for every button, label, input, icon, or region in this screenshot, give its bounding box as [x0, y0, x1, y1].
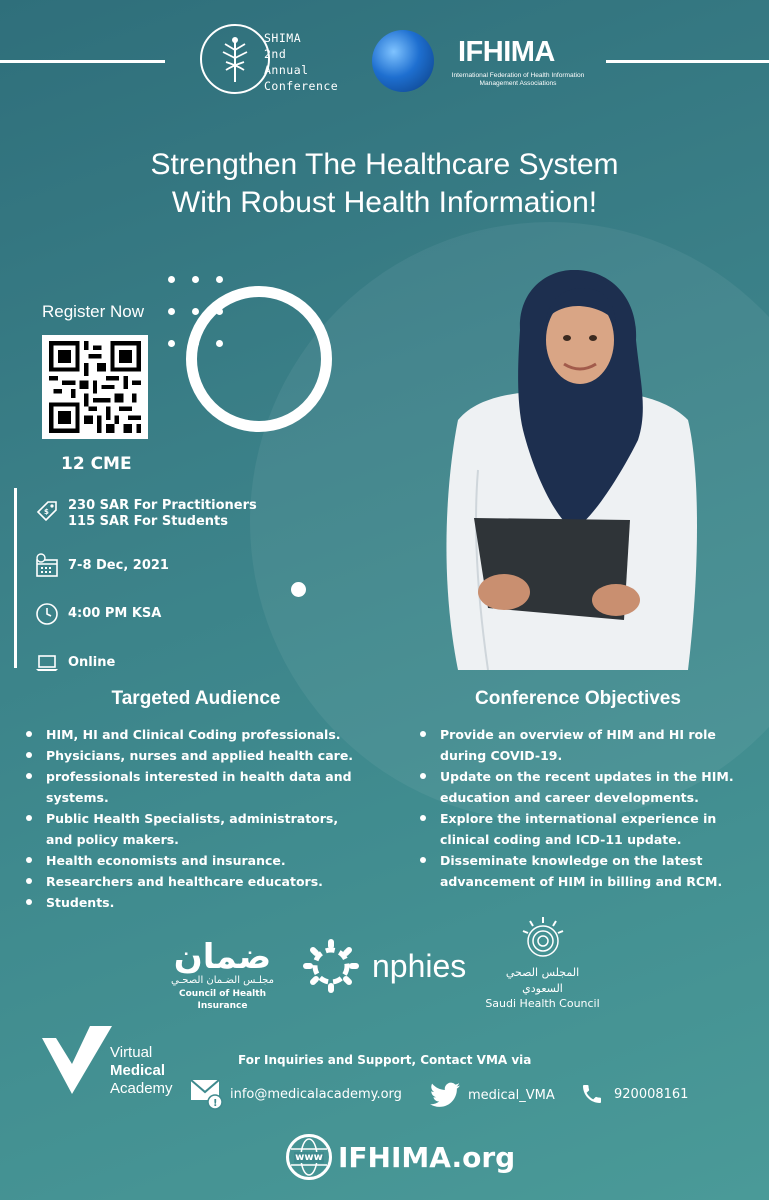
decorative-dot — [216, 340, 223, 347]
audience-item: professionals interested in health data and systems. — [26, 766, 366, 808]
registration-qr-code[interactable] — [42, 335, 148, 439]
phone-icon — [580, 1082, 604, 1106]
email-address[interactable]: info@medicalacademy.org — [230, 1086, 402, 1102]
decorative-dot — [168, 308, 175, 315]
mode-row — [34, 650, 115, 676]
headline-line-1: Strengthen The Healthcare System — [150, 148, 619, 181]
contact-twitter[interactable] — [430, 1082, 555, 1108]
headline-line-2: With Robust Health Information! — [171, 186, 598, 219]
time-row — [34, 601, 161, 627]
twitter-handle[interactable]: medical_VMA — [468, 1087, 555, 1103]
contact-email[interactable] — [190, 1078, 402, 1110]
audience-item: HIM, HI and Clinical Coding professionals. — [26, 724, 366, 745]
vma-line-1: Virtual — [110, 1044, 153, 1061]
objective-item: Explore the international experience in clinical coding and ICD-11 update. — [420, 808, 750, 850]
laptop-icon — [34, 650, 60, 676]
audience-title: Targeted Audience — [111, 688, 281, 709]
ifhima-logo — [372, 28, 592, 98]
decorative-dot — [192, 308, 199, 315]
decorative-ring — [186, 286, 332, 432]
www-label: www — [295, 1151, 323, 1163]
email-icon — [190, 1078, 224, 1110]
decorative-dot — [168, 276, 175, 283]
objective-item: Update on the recent updates in the HIM. education and career developments. — [420, 766, 750, 808]
event-date: 7-8 Dec, 2021 — [68, 558, 169, 573]
event-mode: Online — [68, 655, 116, 670]
vma-logo — [42, 1024, 177, 1104]
shc-arabic: المجلس الصحي السعودي — [505, 966, 580, 995]
cme-credits: 12 CME — [61, 454, 132, 474]
calendar-icon — [34, 553, 60, 579]
shc-english: Saudi Health Council — [485, 997, 600, 1010]
decorative-dot — [168, 340, 175, 347]
vma-line-2: Medical — [110, 1062, 166, 1079]
audience-item: Health economists and insurance. — [26, 850, 366, 871]
decorative-dot — [216, 276, 223, 283]
header-line-left — [0, 60, 165, 63]
fee-students: 115 SAR For Students — [68, 514, 229, 529]
fee-row — [34, 498, 257, 530]
doctor-illustration — [438, 270, 698, 670]
audience-item: Researchers and healthcare educators. — [26, 871, 366, 892]
website-link[interactable] — [286, 1134, 515, 1180]
contact-phone[interactable] — [580, 1082, 688, 1106]
fee-practitioners: 230 SAR For Practitioners — [68, 498, 257, 513]
shima-logo — [200, 24, 360, 104]
details-divider — [14, 488, 17, 668]
ifhima-logo-name: IFHIMA — [458, 36, 555, 68]
qr-code-icon — [48, 341, 142, 433]
www-globe-icon — [286, 1134, 332, 1180]
objectives-list — [420, 724, 750, 892]
header-line-right — [606, 60, 769, 63]
objective-item: Disseminate knowledge on the latest advancement of HIM in billing and RCM. — [420, 850, 750, 892]
svg-text:!: ! — [213, 1098, 218, 1109]
objectives-title: Conference Objectives — [475, 688, 681, 709]
saudi-health-council-logo — [485, 915, 600, 1010]
shima-emblem — [200, 24, 270, 94]
date-row — [34, 553, 169, 579]
website-url[interactable]: IFHIMA.org — [338, 1140, 516, 1174]
damaan-logo — [160, 937, 285, 1011]
register-now-label: Register Now — [42, 302, 145, 321]
vma-line-3: Academy — [110, 1080, 173, 1097]
audience-list — [26, 724, 366, 913]
svg-text:$: $ — [44, 508, 49, 516]
palm-emblem-icon — [520, 915, 566, 961]
clock-icon — [34, 601, 60, 627]
event-time: 4:00 PM KSA — [68, 606, 162, 621]
ifhima-logo-subtitle: International Federation of Health Information Management Associations — [451, 72, 585, 87]
nphies-logo — [302, 938, 482, 994]
nphies-name: nphies — [372, 947, 467, 984]
nphies-emblem-icon — [302, 938, 360, 994]
decorative-dot — [192, 276, 199, 283]
globe-icon — [372, 30, 434, 92]
damaan-arabic: ضمان — [173, 937, 272, 977]
objective-item: Provide an overview of HIM and HI role during COVID-19. — [420, 724, 750, 766]
damaan-arabic-subtitle: مجلـس الضـمان الصحـي — [171, 975, 274, 986]
audience-item: Physicians, nurses and applied health care. — [26, 745, 366, 766]
audience-item: Public Health Specialists, administrators, and policy makers. — [26, 808, 366, 850]
decorative-dot — [216, 308, 223, 315]
price-tag-icon — [34, 498, 60, 524]
twitter-icon — [430, 1082, 460, 1108]
page-headline — [0, 146, 769, 222]
decorative-dot-large — [291, 582, 306, 597]
shima-logo-text: SHIMA 2nd Annual Conference — [264, 31, 339, 93]
phone-number[interactable]: 920008161 — [614, 1086, 689, 1102]
decorative-dot — [192, 340, 199, 347]
audience-item: Students. — [26, 892, 366, 913]
damaan-english: Council of Health Insurance — [179, 989, 266, 1011]
inquiry-text: For Inquiries and Support, Contact VMA via — [238, 1053, 532, 1067]
caduceus-icon — [202, 26, 268, 92]
vma-v-icon — [42, 1024, 112, 1096]
